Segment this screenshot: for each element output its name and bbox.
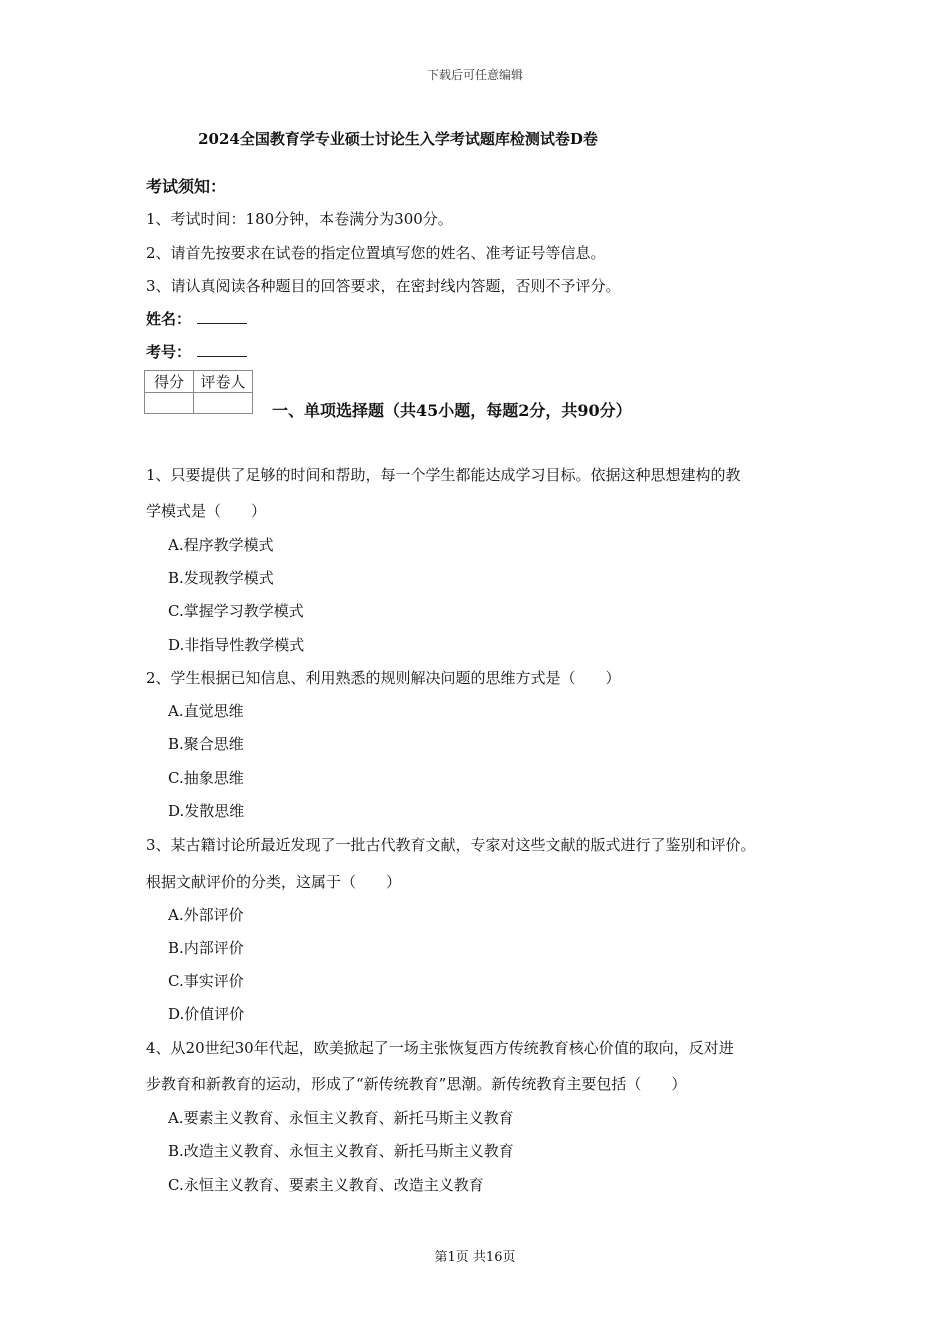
question-3-option: B.内部评价 xyxy=(168,939,244,957)
question-4-text-cont: 步教育和新教育的运动，形成了“新传统教育”思潮。新传统教育主要包括（ ） xyxy=(146,1075,687,1093)
question-2-option: B.聚合思维 xyxy=(168,735,244,753)
question-4-option: B.改造主义教育、永恒主义教育、新托马斯主义教育 xyxy=(168,1142,514,1160)
question-2-option: C.抽象思维 xyxy=(168,769,244,787)
score-cell[interactable] xyxy=(145,393,194,414)
notice-item: 1、考试时间：180分钟，本卷满分为300分。 xyxy=(146,210,453,228)
notice-item: 3、请认真阅读各种题目的回答要求，在密封线内答题，否则不予评分。 xyxy=(146,277,621,295)
question-1-option: A.程序教学模式 xyxy=(168,536,274,554)
question-3-option: A.外部评价 xyxy=(168,906,244,924)
question-4-option: A.要素主义教育、永恒主义教育、新托马斯主义教育 xyxy=(168,1109,514,1127)
id-blank[interactable] xyxy=(197,342,247,357)
grader-cell[interactable] xyxy=(194,393,253,414)
question-2-option: A.直觉思维 xyxy=(168,702,244,720)
document-title: 2024全国教育学专业硕士讨论生入学考试题库检测试卷D卷 xyxy=(198,130,598,148)
score-header: 得分 xyxy=(145,371,194,393)
header-note: 下载后可任意编辑 xyxy=(426,68,523,82)
question-2-option: D.发散思维 xyxy=(168,802,245,820)
question-1-option: B.发现教学模式 xyxy=(168,569,274,587)
question-1-option: C.掌握学习教学模式 xyxy=(168,602,304,620)
question-4-text: 4、从20世纪30年代起，欧美掀起了一场主张恢复西方传统教育核心价值的取向，反对进 xyxy=(146,1039,734,1057)
question-3-text-cont: 根据文献评价的分类，这属于（ ） xyxy=(146,873,402,891)
question-1-text-cont: 学模式是（ ） xyxy=(146,502,267,520)
id-label: 考号： xyxy=(146,343,192,361)
id-field xyxy=(146,341,247,362)
notice-heading: 考试须知： xyxy=(146,177,227,196)
section-heading: 一、单项选择题（共45小题，每题2分，共90分） xyxy=(272,401,632,420)
notice-item: 2、请首先按要求在试卷的指定位置填写您的姓名、准考证号等信息。 xyxy=(146,244,606,262)
name-field xyxy=(146,308,247,329)
question-3-option: D.价值评价 xyxy=(168,1005,245,1023)
question-1-text: 1、只要提供了足够的时间和帮助，每一个学生都能达成学习目标。依据这种思想建构的教 xyxy=(146,466,741,484)
name-label: 姓名： xyxy=(146,310,192,328)
score-box xyxy=(144,370,253,414)
question-1-option: D.非指导性教学模式 xyxy=(168,636,305,654)
question-3-option: C.事实评价 xyxy=(168,972,244,990)
question-4-option: C.永恒主义教育、要素主义教育、改造主义教育 xyxy=(168,1176,484,1194)
name-blank[interactable] xyxy=(197,309,247,324)
page-footer: 第1页 共16页 xyxy=(434,1250,516,1265)
question-2-text: 2、学生根据已知信息、利用熟悉的规则解决问题的思维方式是（ ） xyxy=(146,669,621,687)
question-3-text: 3、某古籍讨论所最近发现了一批古代教育文献，专家对这些文献的版式进行了鉴别和评价。 xyxy=(146,836,756,854)
grader-header: 评卷人 xyxy=(194,371,253,393)
